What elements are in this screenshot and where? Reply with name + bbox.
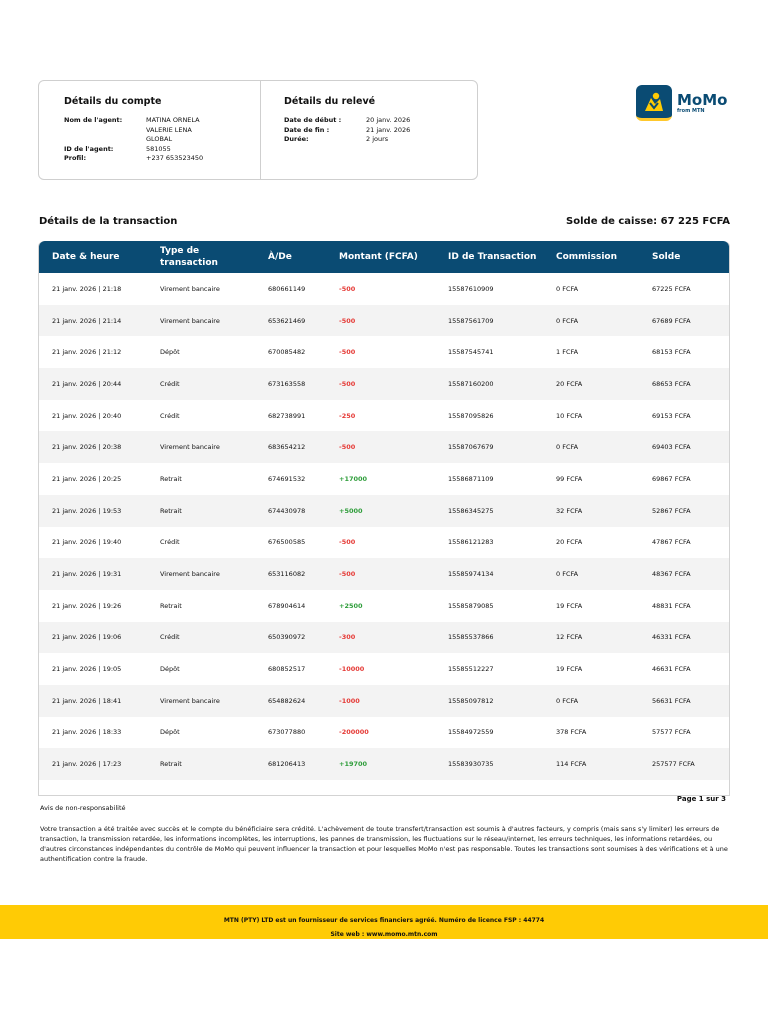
- cell-amount: -200000: [339, 728, 369, 737]
- cell-amount: -250: [339, 411, 356, 420]
- footer-banner: [0, 905, 768, 939]
- cell-type: Virement bancaire: [160, 696, 220, 705]
- table-row: [39, 622, 729, 654]
- footer-website: Site web : www.momo.mtn.com: [330, 931, 438, 938]
- header-transaction-id: ID de Transaction: [448, 252, 537, 262]
- cell-commission: 0 FCFA: [556, 696, 579, 705]
- cell-amount: -500: [339, 538, 356, 547]
- cell-transaction-id: 15585537866: [448, 633, 494, 642]
- cell-date: 21 janv. 2026 | 21:14: [52, 316, 122, 325]
- duration-value: 2 jours: [366, 135, 389, 143]
- cell-balance: 46631 FCFA: [652, 665, 691, 674]
- cell-amount: -500: [339, 348, 356, 357]
- cell-amount: +5000: [339, 506, 363, 515]
- cell-party: 650390972: [268, 633, 306, 642]
- cell-balance: 67689 FCFA: [652, 316, 691, 325]
- cell-commission: 0 FCFA: [556, 443, 579, 452]
- agent-id-label: ID de l'agent:: [64, 144, 114, 153]
- table-row: [39, 368, 729, 400]
- transaction-details-title: Détails de la transaction: [39, 216, 178, 227]
- start-date-label: Date de début :: [284, 116, 342, 124]
- cell-party: 678904614: [268, 601, 306, 610]
- cell-amount: -500: [339, 316, 356, 325]
- account-statement-card: [38, 80, 478, 180]
- cell-transaction-id: 15587561709: [448, 316, 494, 325]
- page-number: Page 1 sur 3: [676, 795, 726, 803]
- cell-date: 21 janv. 2026 | 19:05: [52, 665, 122, 674]
- cell-type: Retrait: [160, 474, 182, 483]
- cell-amount: -500: [339, 284, 356, 293]
- cell-type: Dépôt: [160, 348, 180, 357]
- cell-transaction-id: 15587545741: [448, 348, 494, 357]
- cell-commission: 19 FCFA: [556, 601, 583, 610]
- cell-commission: 19 FCFA: [556, 665, 583, 674]
- cash-balance: Solde de caisse: 67 225 FCFA: [566, 216, 730, 227]
- cell-amount: -300: [339, 633, 356, 642]
- cell-date: 21 janv. 2026 | 19:26: [52, 601, 122, 610]
- cell-amount: -500: [339, 379, 356, 388]
- footer-license: MTN (PTY) LTD est un fournisseur de services financiers agréé. Numéro de licence FSP : 44774: [223, 917, 545, 924]
- cell-type: Crédit: [160, 379, 180, 388]
- cell-balance: 57577 FCFA: [652, 728, 691, 737]
- table-row: [39, 748, 729, 780]
- header-date: Date & heure: [52, 252, 120, 262]
- cell-balance: 52867 FCFA: [652, 506, 691, 515]
- cell-party: 653116082: [268, 570, 306, 579]
- table-row: [39, 431, 729, 463]
- cell-amount: -10000: [339, 665, 365, 674]
- cell-date: 21 janv. 2026 | 21:12: [52, 348, 122, 357]
- table-header: [39, 241, 729, 273]
- statement-details: [260, 81, 478, 179]
- table-row: [39, 336, 729, 368]
- header-party: À/De: [268, 252, 292, 262]
- cell-type: Virement bancaire: [160, 443, 220, 452]
- cell-balance: 48831 FCFA: [652, 601, 691, 610]
- table-row: [39, 717, 729, 749]
- cell-balance: 67225 FCFA: [652, 284, 691, 293]
- table-row: [39, 685, 729, 717]
- cell-commission: 0 FCFA: [556, 284, 579, 293]
- cell-transaction-id: 15586121283: [448, 538, 494, 547]
- cell-date: 21 janv. 2026 | 19:31: [52, 570, 122, 579]
- cell-transaction-id: 15585097812: [448, 696, 494, 705]
- cell-commission: 1 FCFA: [556, 348, 579, 357]
- logo-name: MoMo: [677, 91, 728, 109]
- cell-balance: 69867 FCFA: [652, 474, 691, 483]
- cell-transaction-id: 15585879085: [448, 601, 494, 610]
- cell-type: Crédit: [160, 633, 180, 642]
- profile-label: Profil:: [64, 154, 87, 162]
- table-row: [39, 558, 729, 590]
- cell-type: Virement bancaire: [160, 316, 220, 325]
- cell-type: Retrait: [160, 760, 182, 769]
- cell-type: Dépôt: [160, 665, 180, 674]
- cell-transaction-id: 15583930735: [448, 760, 494, 769]
- cell-balance: 48367 FCFA: [652, 570, 691, 579]
- cell-date: 21 janv. 2026 | 19:06: [52, 633, 122, 642]
- cell-party: 653621469: [268, 316, 306, 325]
- logo-sub: from MTN: [677, 108, 705, 114]
- header-balance: Solde: [652, 252, 681, 262]
- cell-date: 21 janv. 2026 | 18:33: [52, 728, 122, 737]
- cell-transaction-id: 15585512227: [448, 665, 494, 674]
- cell-party: 683654212: [268, 443, 306, 452]
- disclaimer-body: Votre transaction a été traitée avec succès et le compte du bénéficiaire sera crédité. L'achèvement de toute transfert/transaction est soumis à d'autres facteurs, y compris (mais sans s'y limiter) les erreurs de transaction, la transmission retardée, les informations incomplètes, les interruptions, les pannes de transmission, les fluctuations sur le réseau/internet, les erreurs techniques, les informations retardées, ou d'autres circonstances indépendantes du contrôle de MoMo qui peuvent influencer la transaction et pour lesquelles MoMo n'est pas responsable. Toutes les transactions sont soumises à des vérifications et à une authentification contre la fraude.: [40, 825, 728, 863]
- cell-type: Virement bancaire: [160, 284, 220, 293]
- cell-commission: 10 FCFA: [556, 411, 583, 420]
- momo-logo-icon: [636, 85, 672, 121]
- table-body: [39, 273, 729, 780]
- cell-commission: 0 FCFA: [556, 570, 579, 579]
- header-amount: Montant (FCFA): [339, 252, 418, 262]
- cell-date: 21 janv. 2026 | 17:23: [52, 760, 122, 769]
- cell-amount: -500: [339, 570, 356, 579]
- end-date-label: Date de fin :: [284, 125, 330, 134]
- cell-date: 21 janv. 2026 | 20:25: [52, 474, 122, 483]
- cell-commission: 114 FCFA: [556, 760, 587, 769]
- cell-party: 676500585: [268, 538, 306, 547]
- agent-name-label: Nom de l'agent:: [64, 116, 123, 124]
- cell-balance: 257577 FCFA: [652, 760, 695, 769]
- cell-commission: 0 FCFA: [556, 316, 579, 325]
- cell-balance: 68153 FCFA: [652, 348, 691, 357]
- duration-label: Durée:: [284, 135, 309, 143]
- cell-date: 21 janv. 2026 | 19:53: [52, 506, 122, 515]
- cell-transaction-id: 15585974134: [448, 570, 494, 579]
- cell-date: 21 janv. 2026 | 20:40: [52, 411, 122, 420]
- cell-balance: 47867 FCFA: [652, 538, 691, 547]
- cell-type: Crédit: [160, 411, 180, 420]
- cell-transaction-id: 15587067679: [448, 443, 494, 452]
- cell-date: 21 janv. 2026 | 20:44: [52, 379, 122, 388]
- table-row: [39, 305, 729, 337]
- cell-type: Dépôt: [160, 728, 180, 737]
- cell-party: 682738991: [268, 411, 306, 420]
- cell-balance: 46331 FCFA: [652, 633, 691, 642]
- header-type: Type de transaction: [160, 246, 218, 268]
- cell-amount: +17000: [339, 474, 368, 483]
- disclaimer-title: Avis de non-responsabilité: [40, 804, 126, 812]
- cell-party: 673163558: [268, 379, 306, 388]
- cell-commission: 378 FCFA: [556, 728, 587, 737]
- cell-transaction-id: 15584972559: [448, 728, 494, 737]
- cell-transaction-id: 15587610909: [448, 284, 494, 293]
- start-date-value: 20 janv. 2026: [366, 116, 411, 124]
- cell-type: Crédit: [160, 538, 180, 547]
- table-row: [39, 495, 729, 527]
- cell-balance: 56631 FCFA: [652, 696, 691, 705]
- cell-party: 674430978: [268, 506, 306, 515]
- end-date-value: 21 janv. 2026: [366, 125, 411, 134]
- account-details-title: Détails du compte: [64, 96, 162, 107]
- cell-commission: 20 FCFA: [556, 538, 583, 547]
- cell-party: 680852517: [268, 665, 306, 674]
- profile-value: +237 653523450: [146, 154, 204, 162]
- account-details: [39, 81, 259, 179]
- cell-transaction-id: 15586345275: [448, 506, 494, 515]
- agent-id-value: 581055: [146, 144, 171, 153]
- cell-date: 21 janv. 2026 | 19:40: [52, 538, 122, 547]
- header-commission: Commission: [556, 252, 618, 262]
- table-row: [39, 400, 729, 432]
- cell-party: 680661149: [268, 284, 306, 293]
- cell-commission: 20 FCFA: [556, 379, 583, 388]
- table-row: [39, 273, 729, 305]
- statement-details-title: Détails du relevé: [284, 96, 376, 107]
- cell-type: Virement bancaire: [160, 570, 220, 579]
- cell-commission: 32 FCFA: [556, 506, 583, 515]
- cell-transaction-id: 15587160200: [448, 379, 494, 388]
- cell-party: 673077880: [268, 728, 306, 737]
- cell-transaction-id: 15586871109: [448, 474, 494, 483]
- cell-commission: 12 FCFA: [556, 633, 583, 642]
- transaction-table: [38, 241, 730, 796]
- cell-balance: 68653 FCFA: [652, 379, 691, 388]
- cell-balance: 69153 FCFA: [652, 411, 691, 420]
- cell-date: 21 janv. 2026 | 21:18: [52, 284, 122, 293]
- cell-amount: -500: [339, 443, 356, 452]
- momo-logo: [636, 85, 727, 121]
- cell-amount: +2500: [339, 601, 363, 610]
- cell-type: Retrait: [160, 506, 182, 515]
- cell-party: 681206413: [268, 760, 306, 769]
- cell-amount: +19700: [339, 760, 368, 769]
- cell-commission: 99 FCFA: [556, 474, 583, 483]
- agent-name-value: MATINA ORNELA VALERIE LENA GLOBAL: [146, 116, 200, 143]
- cell-date: 21 janv. 2026 | 18:41: [52, 696, 122, 705]
- table-row: [39, 653, 729, 685]
- table-row: [39, 463, 729, 495]
- cell-type: Retrait: [160, 601, 182, 610]
- cell-amount: -1000: [339, 696, 360, 705]
- cell-party: 654882624: [268, 696, 306, 705]
- cell-party: 674691532: [268, 474, 306, 483]
- cell-balance: 69403 FCFA: [652, 443, 691, 452]
- cell-transaction-id: 15587095826: [448, 411, 494, 420]
- table-row: [39, 527, 729, 559]
- cell-date: 21 janv. 2026 | 20:38: [52, 443, 122, 452]
- table-row: [39, 590, 729, 622]
- cell-party: 670085482: [268, 348, 306, 357]
